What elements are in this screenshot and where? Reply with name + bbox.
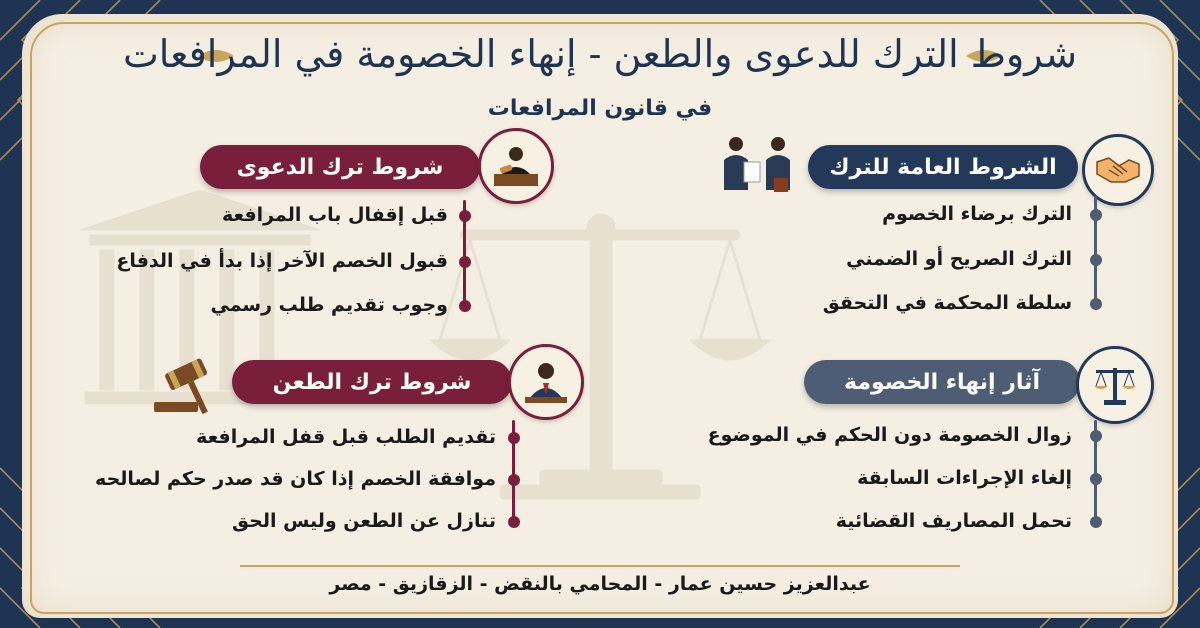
bullet-dot <box>508 516 520 528</box>
bullet-dot <box>1090 298 1102 310</box>
header-effects: آثار إنهاء الخصومة <box>804 360 1080 404</box>
bullet-dot <box>459 210 471 222</box>
footer-divider <box>240 565 960 567</box>
general-item: الترك برضاء الخصوم <box>882 203 1072 225</box>
effects-item: تحمل المصاريف القضائية <box>835 510 1072 532</box>
general-item: الترك الصريح أو الضمني <box>846 248 1072 270</box>
bullet-dot <box>508 432 520 444</box>
lawsuit-item: قبول الخصم الآخر إذا بدأ في الدفاع <box>116 250 448 272</box>
bullet-dot <box>459 256 471 268</box>
bullet-dot <box>1090 430 1102 442</box>
appeal-item: تنازل عن الطعن وليس الحق <box>232 510 496 532</box>
header-general-conditions: الشروط العامة للترك <box>808 145 1078 189</box>
effects-item: زوال الخصومة دون الحكم في الموضوع <box>707 424 1072 446</box>
page-subtitle: في قانون المرافعات <box>487 96 713 121</box>
appeal-item: موافقة الخصم إذا كان قد صدر حكم لصالحه <box>95 468 496 490</box>
lawyer-icon <box>521 359 571 405</box>
scales-icon <box>1090 362 1140 408</box>
bullet-dot <box>1090 254 1102 266</box>
handshake-icon <box>1095 152 1141 188</box>
lawsuit-item: وجوب تقديم طلب رسمي <box>210 294 448 316</box>
header-appeal-conditions: شروط ترك الطعن <box>232 360 512 404</box>
businessmen-icon <box>716 132 800 200</box>
header-lawsuit-conditions: شروط ترك الدعوى <box>200 145 480 189</box>
bullet-dot <box>508 474 520 486</box>
bullet-dot <box>1090 516 1102 528</box>
badge-lawsuit <box>478 128 554 204</box>
judge-gavel-icon <box>490 144 542 188</box>
appeal-item: تقديم الطلب قبل قفل المرافعة <box>196 426 496 448</box>
author-footer: عبدالعزيز حسين عمار - المحامي بالنقض - الزقازيق - مصر <box>329 573 871 595</box>
page-title: شروط الترك للدعوى والطعن - إنهاء الخصومة في المرافعات <box>122 32 1078 76</box>
effects-item: إلغاء الإجراءات السابقة <box>857 467 1072 489</box>
bullet-dot <box>459 300 471 312</box>
badge-effects <box>1076 346 1154 424</box>
bullet-dot <box>1090 209 1102 221</box>
badge-general <box>1082 134 1154 206</box>
bullet-dot <box>1090 473 1102 485</box>
badge-appeal <box>508 344 584 420</box>
gavel-icon <box>150 358 240 414</box>
general-item: سلطة المحكمة في التحقق <box>822 292 1072 314</box>
lawsuit-item: قبل إقفال باب المرافعة <box>221 204 448 226</box>
